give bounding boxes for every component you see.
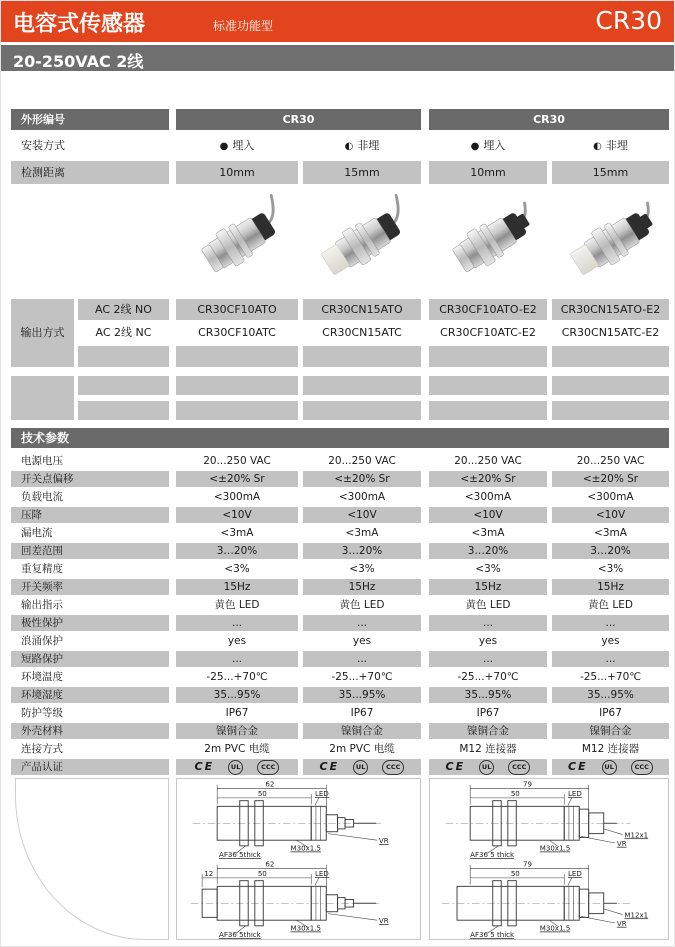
svg-text:AF36 5thick: AF36 5thick <box>219 930 261 939</box>
tech-value-cell: 35...95% <box>429 687 547 703</box>
tech-value-cell: <3mA <box>220 527 254 539</box>
tech-row-label: 重复精度 <box>21 563 63 575</box>
tech-value-cell: yes <box>227 635 247 647</box>
tech-row <box>1 579 675 597</box>
tech-value-cell: 15Hz <box>429 579 547 595</box>
flush-icon: ● <box>470 141 480 152</box>
empty-cell <box>303 346 421 367</box>
empty-cell <box>78 346 169 367</box>
ce-mark-icon: CE <box>568 760 588 773</box>
svg-text:50: 50 <box>510 788 520 798</box>
svg-text:M12x1: M12x1 <box>624 910 649 920</box>
tech-row <box>1 489 675 507</box>
model-code: CR30 <box>595 6 662 35</box>
empty-cell <box>429 401 547 420</box>
svg-text:VR: VR <box>616 838 627 848</box>
mount-text: 埋入 <box>232 139 255 152</box>
tech-value-cell: 2m PVC 电缆 <box>329 743 395 755</box>
distance-cell: 15mm <box>552 161 669 184</box>
drawing-box-cable <box>176 778 421 940</box>
model-number: CR30CF10ATC <box>198 326 276 339</box>
distance-cell: 10mm <box>176 161 298 184</box>
tech-value-cell: 黄色 LED <box>339 599 385 611</box>
flush-icon: ● <box>219 141 229 152</box>
tech-row <box>1 669 675 687</box>
tech-value-cell: 15Hz <box>303 579 421 595</box>
tech-row-label: 开关频率 <box>11 579 169 595</box>
page-title: 电容式传感器 <box>13 12 146 37</box>
tech-value-cell: -25...+70℃ <box>457 671 519 683</box>
tech-value-cell: <10V <box>429 507 547 523</box>
decorative-corner-box <box>15 778 169 940</box>
svg-text:VR: VR <box>616 918 627 928</box>
cert-cell <box>303 759 421 775</box>
tech-row <box>1 633 675 651</box>
svg-text:50: 50 <box>257 868 267 878</box>
tech-value-cell: yes <box>352 635 372 647</box>
cert-cell <box>552 759 669 775</box>
mount-cell <box>429 135 547 157</box>
ce-mark-icon: CE <box>319 760 340 773</box>
tech-row <box>1 651 675 669</box>
tech-row-label: 电源电压 <box>21 455 63 467</box>
model-number: CR30CF10ATO <box>176 299 298 320</box>
empty-cell <box>78 376 169 395</box>
svg-text:AF36 5thick: AF36 5thick <box>219 850 261 859</box>
tech-row-label: 连接方式 <box>21 743 63 755</box>
empty-cell <box>303 376 421 395</box>
header-bar <box>1 1 675 42</box>
empty-cell <box>176 401 298 420</box>
ccc-mark-icon: CCC <box>508 760 530 775</box>
tech-row <box>1 543 675 561</box>
tech-value-cell: 3…20% <box>176 543 298 559</box>
dimension-drawing-connector-nonflush <box>434 860 670 939</box>
nonflush-icon: ◐ <box>344 141 354 152</box>
tech-value-cell: <±20% Sr <box>303 471 421 487</box>
cert-cell <box>176 759 298 775</box>
tech-value-cell: <3% <box>597 563 624 575</box>
tech-value-cell: 20...250 VAC <box>203 455 271 467</box>
tech-row-label: 环境湿度 <box>11 687 169 703</box>
model-number: CR30CN15ATC-E2 <box>561 326 660 339</box>
tech-value-cell: <300mA <box>338 491 386 503</box>
mount-cell <box>176 135 298 157</box>
tech-row <box>1 507 675 525</box>
output-type-no: AC 2线 NO <box>78 299 169 320</box>
tech-row <box>1 687 675 705</box>
svg-text:VR: VR <box>378 836 389 846</box>
sensor-photo-connector-nonflush <box>552 189 669 297</box>
tech-section-header: 技术参数 <box>11 428 669 448</box>
ul-mark-icon: UL <box>228 760 243 775</box>
ce-mark-icon: CE <box>194 760 215 773</box>
tech-value-cell: ... <box>303 615 421 631</box>
mount-text: 非埋 <box>605 139 628 152</box>
tech-row-label: 环境温度 <box>21 671 63 683</box>
distance-row-label: 检测距离 <box>11 161 169 184</box>
tech-row <box>1 453 675 471</box>
ccc-mark-icon: CCC <box>631 760 653 775</box>
model-number: CR30CN15ATC <box>322 326 402 339</box>
dimension-drawing-cable-nonflush <box>181 860 417 939</box>
empty-cell <box>176 346 298 367</box>
mount-text: 非埋 <box>357 139 380 152</box>
tech-row-label: 负载电流 <box>21 491 63 503</box>
ccc-mark-icon: CCC <box>382 760 404 775</box>
ul-mark-icon: UL <box>602 760 617 775</box>
model-number: CR30CN15ATO-E2 <box>552 299 669 320</box>
tech-value-cell: 15Hz <box>176 579 298 595</box>
sensor-photo-cable-nonflush <box>303 189 421 297</box>
tech-value-cell: IP67 <box>350 707 374 719</box>
tech-row <box>1 561 675 579</box>
tech-value-cell: -25...+70℃ <box>579 671 642 683</box>
tech-value-cell: <±20% Sr <box>429 471 547 487</box>
tech-value-cell: <300mA <box>213 491 261 503</box>
tech-value-cell: <10V <box>176 507 298 523</box>
mount-text: 埋入 <box>483 139 506 152</box>
tech-value-cell: IP67 <box>225 707 249 719</box>
tech-value-cell: ... <box>552 615 669 631</box>
svg-text:79: 79 <box>523 780 533 789</box>
svg-text:79: 79 <box>523 860 533 869</box>
svg-text:50: 50 <box>257 788 267 798</box>
svg-text:LED: LED <box>567 788 582 798</box>
tech-value-cell: IP67 <box>476 707 500 719</box>
mount-row-label: 安装方式 <box>21 139 65 152</box>
dimension-drawing-connector-flush <box>434 780 670 859</box>
tech-value-cell: ... <box>429 615 547 631</box>
tech-value-cell: <3% <box>475 563 501 575</box>
svg-text:12: 12 <box>204 868 214 878</box>
tech-value-cell: <3% <box>349 563 375 575</box>
cert-cell <box>429 759 547 775</box>
tech-value-cell: 镍铜合金 <box>176 723 298 739</box>
tech-row-label: 短路保护 <box>11 651 169 667</box>
tech-value-cell: <3mA <box>594 527 627 539</box>
svg-text:62: 62 <box>265 860 275 869</box>
tech-row-label: 开关点偏移 <box>11 471 169 487</box>
tech-row <box>1 597 675 615</box>
empty-label-cell <box>11 376 74 420</box>
group2-header: CR30 <box>429 109 669 130</box>
svg-text:M30x1.5: M30x1.5 <box>290 843 321 853</box>
tech-value-cell: ... <box>176 615 298 631</box>
tech-value-cell: 黄色 LED <box>465 599 511 611</box>
voltage-bar <box>1 45 675 71</box>
empty-cell <box>303 401 421 420</box>
tech-value-cell: M12 连接器 <box>459 743 517 755</box>
tech-value-cell: <10V <box>552 507 669 523</box>
tech-value-cell: 20...250 VAC <box>454 455 522 467</box>
tech-row <box>1 741 675 759</box>
tech-row-label: 漏电流 <box>21 527 53 539</box>
tech-value-cell: M12 连接器 <box>581 743 640 755</box>
distance-cell: 10mm <box>429 161 547 184</box>
tech-value-cell: <3mA <box>471 527 505 539</box>
tech-value-cell: <±20% Sr <box>552 471 669 487</box>
empty-cell <box>429 376 547 395</box>
tech-value-cell: 镍铜合金 <box>429 723 547 739</box>
model-number: CR30CN15ATO <box>303 299 421 320</box>
tech-value-cell: ... <box>429 651 547 667</box>
sensor-photo-cable-flush <box>176 189 298 297</box>
empty-cell <box>176 376 298 395</box>
tech-value-cell: 镍铜合金 <box>303 723 421 739</box>
empty-cell <box>78 401 169 420</box>
tech-row-label: 浪涌保护 <box>21 635 63 647</box>
empty-cell <box>552 376 669 395</box>
dimension-drawing-cable-flush <box>181 780 417 859</box>
tech-value-cell: <3mA <box>345 527 379 539</box>
tech-value-cell: 3…20% <box>552 543 669 559</box>
tech-value-cell: 黄色 LED <box>588 599 633 611</box>
empty-cell <box>429 346 547 367</box>
tech-value-cell: 3…20% <box>303 543 421 559</box>
drawing-box-connector <box>429 778 669 940</box>
tech-row-label: 输出指示 <box>21 599 63 611</box>
tech-value-cell: <3% <box>224 563 250 575</box>
tech-value-cell: <±20% Sr <box>176 471 298 487</box>
tech-row-label: 回差范围 <box>11 543 169 559</box>
tech-value-cell: yes <box>478 635 498 647</box>
page-subtitle: 标准功能型 <box>213 19 274 33</box>
tech-value-cell: 20...250 VAC <box>576 455 645 467</box>
svg-text:M30x1.5: M30x1.5 <box>539 923 571 933</box>
tech-row <box>1 525 675 543</box>
ccc-mark-icon: CCC <box>257 760 279 775</box>
tech-row-label: 压降 <box>11 507 169 523</box>
tech-row <box>1 615 675 633</box>
tech-value-cell: IP67 <box>599 707 622 719</box>
tech-value-cell: 2m PVC 电缆 <box>204 743 270 755</box>
svg-text:M12x1: M12x1 <box>624 830 649 840</box>
empty-cell <box>552 401 669 420</box>
svg-text:M30x1.5: M30x1.5 <box>539 843 571 853</box>
tech-row <box>1 471 675 489</box>
tech-row <box>1 705 675 723</box>
mount-cell <box>552 135 669 157</box>
tech-value-cell: ... <box>552 651 669 667</box>
tech-value-cell: yes <box>601 635 620 647</box>
svg-text:AF36 5 thick: AF36 5 thick <box>470 930 515 939</box>
tech-row-label: 防护等级 <box>21 707 63 719</box>
tech-value-cell: <300mA <box>464 491 512 503</box>
tech-value-cell: -25...+70℃ <box>331 671 393 683</box>
svg-text:LED: LED <box>314 788 329 798</box>
tech-value-cell: 15Hz <box>552 579 669 595</box>
sensor-photo-connector-flush <box>429 189 547 297</box>
svg-text:LED: LED <box>314 868 329 878</box>
svg-text:50: 50 <box>510 868 520 878</box>
shape-code-header: 外形编号 <box>11 109 169 130</box>
svg-text:VR: VR <box>378 916 389 926</box>
cert-row-label: 产品认证 <box>11 759 169 775</box>
distance-cell: 15mm <box>303 161 421 184</box>
tech-value-cell: 3…20% <box>429 543 547 559</box>
tech-value-cell: 35...95% <box>176 687 298 703</box>
svg-text:62: 62 <box>265 780 275 789</box>
mount-cell <box>303 135 421 157</box>
tech-value-cell: 35...95% <box>552 687 669 703</box>
model-number: CR30CF10ATO-E2 <box>429 299 547 320</box>
tech-value-cell: 黄色 LED <box>214 599 260 611</box>
svg-text:M30x1.5: M30x1.5 <box>290 923 321 933</box>
tech-value-cell: 镍铜合金 <box>552 723 669 739</box>
tech-value-cell: ... <box>176 651 298 667</box>
ul-mark-icon: UL <box>353 760 368 775</box>
tech-value-cell: <10V <box>303 507 421 523</box>
voltage-label: 20-250VAC 2线 <box>13 52 144 71</box>
svg-text:LED: LED <box>567 868 582 878</box>
tech-value-cell: <300mA <box>587 491 634 503</box>
ul-mark-icon: UL <box>479 760 494 775</box>
group1-header: CR30 <box>176 109 421 130</box>
tech-value-cell: 20...250 VAC <box>328 455 396 467</box>
ce-mark-icon: CE <box>445 760 466 773</box>
tech-value-cell: ... <box>303 651 421 667</box>
empty-cell <box>552 346 669 367</box>
tech-row-label: 外壳材料 <box>11 723 169 739</box>
output-mode-label: 输出方式 <box>11 299 74 367</box>
tech-row <box>1 723 675 741</box>
tech-value-cell: 35...95% <box>303 687 421 703</box>
nonflush-icon: ◐ <box>593 141 602 152</box>
output-type-nc: AC 2线 NC <box>95 326 152 339</box>
cert-row <box>1 759 675 777</box>
model-number: CR30CF10ATC-E2 <box>440 326 536 339</box>
svg-text:AF36 5 thick: AF36 5 thick <box>470 850 515 859</box>
tech-value-cell: -25...+70℃ <box>206 671 268 683</box>
tech-row-label: 极性保护 <box>11 615 169 631</box>
